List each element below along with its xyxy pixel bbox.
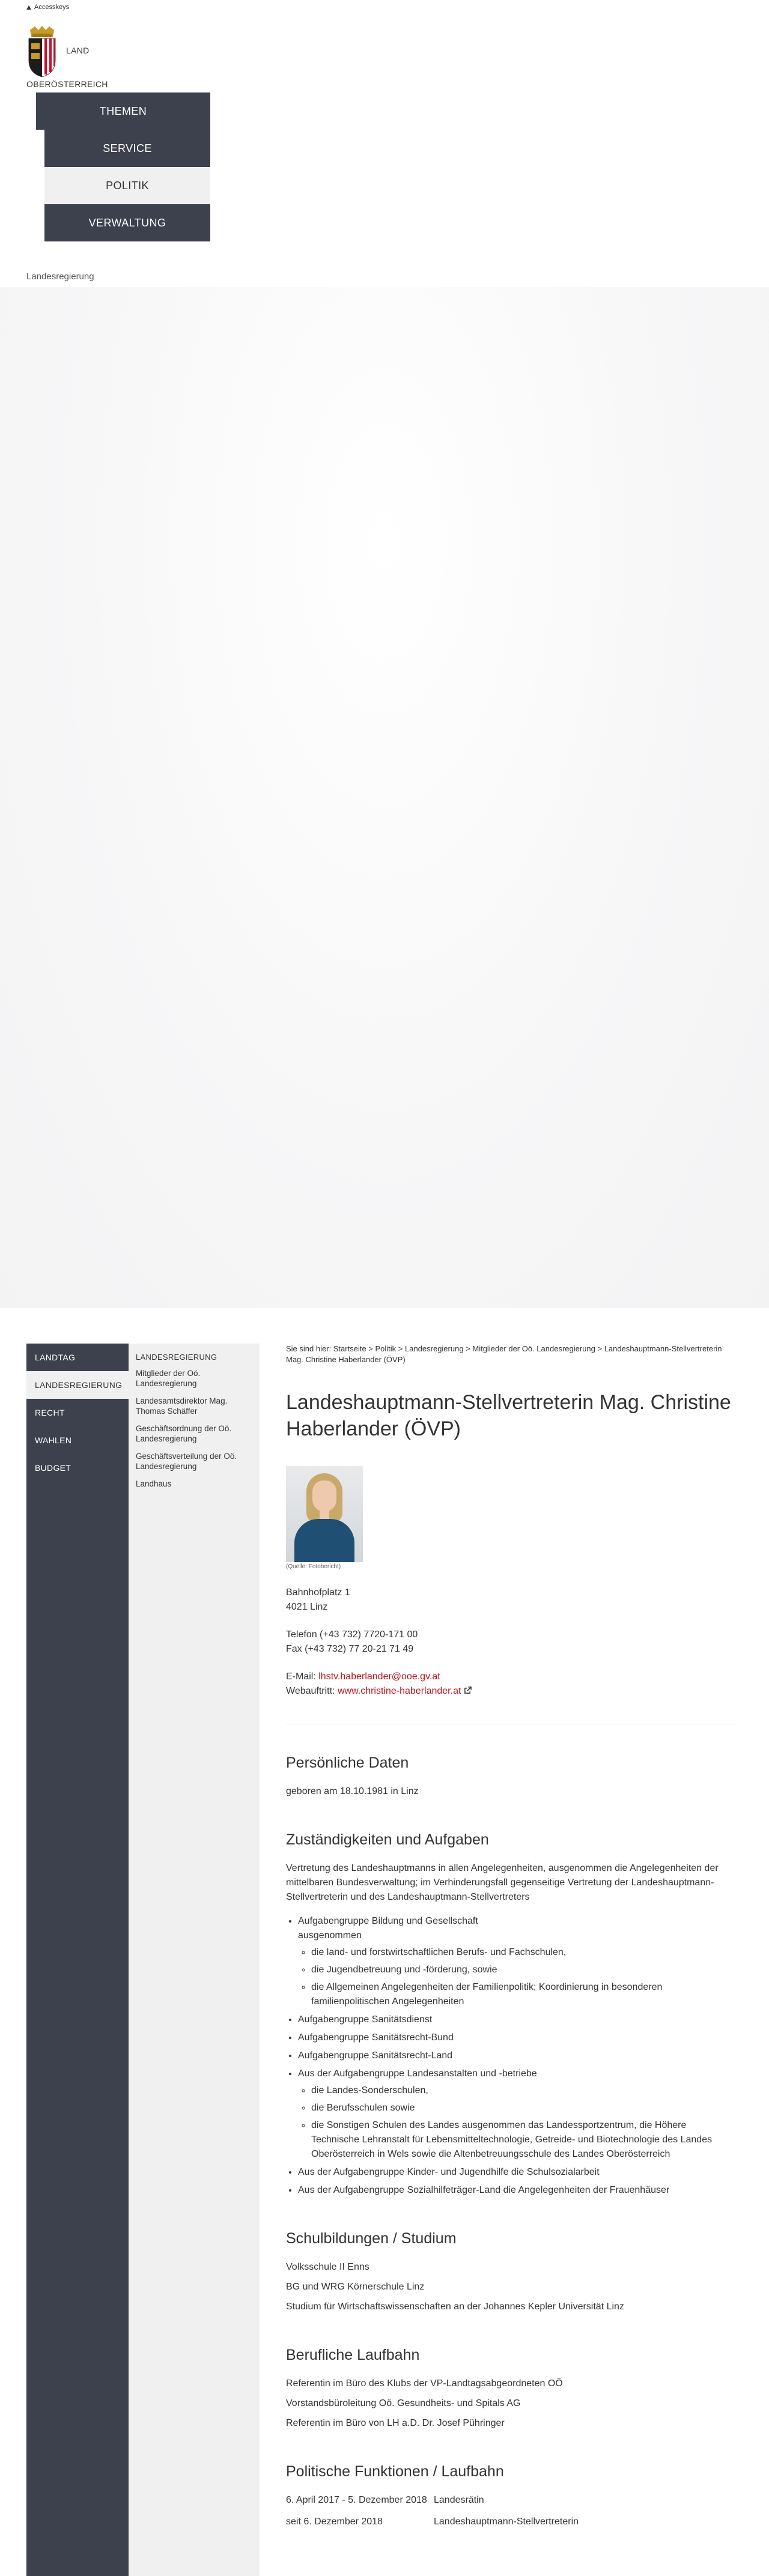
topnav-themen[interactable]: THEMEN: [36, 92, 210, 130]
duties-list: [286, 1914, 737, 2198]
personal-data-section: [286, 1753, 737, 1799]
accesskeys-link[interactable]: Accesskeys: [26, 4, 69, 11]
coat-of-arms-icon: [26, 25, 58, 78]
career-section: [286, 2345, 737, 2431]
hero-image-area: [0, 287, 769, 1308]
list-item: • Aus der Aufgabengruppe Landesanstalten und -betriebe ◦ die Landes-Sonderschulen, ◦ die Berufsschulen sowie ◦ die Sonstigen Schulen des Landes ausgenommen das Landessportzentrum, die Höhere Technische Lehranstalt für Lebensmitteltechnologie, Getreide- und Biotechnologie des Landes Oberösterreich in Wels sowie die Altenbetreuungsschule des Landes Oberösterreich: [298, 2067, 737, 2162]
education-heading: Schulbildungen / Studium: [286, 2230, 457, 2247]
site-logo[interactable]: LAND OBERÖSTERREICH: [26, 25, 117, 91]
photo-credit: (Quelle: Fotobericht): [286, 1563, 341, 1570]
political-heading: Politische Funktionen / Laufbahn: [286, 2463, 504, 2480]
email-label: E-Mail:: [286, 1671, 319, 1682]
education-section: [286, 2229, 737, 2314]
career-heading: Berufliche Laufbahn: [286, 2347, 420, 2363]
subnav-heading[interactable]: LANDESREGIERUNG: [136, 1353, 217, 1362]
email-link[interactable]: lhstv.haberlander@ooe.gv.at: [318, 1671, 440, 1682]
leftnav-landesregierung[interactable]: LANDESREGIERUNG: [26, 1371, 129, 1399]
list-item: • Aufgabengruppe Sanitätsrecht-Bund: [298, 2031, 737, 2045]
leftnav-budget[interactable]: BUDGET: [35, 1463, 71, 1473]
portrait-photo: [286, 1466, 363, 1562]
email-line: [286, 1670, 737, 1684]
list-item: ◦ die Jugendbetreuung und -förderung, sowie: [311, 1963, 737, 1977]
subnav-landesamtsdirektor[interactable]: Landesamtsdirektor Mag. Thomas Schäffer: [136, 1396, 228, 1416]
list-item: ◦ die Sonstigen Schulen des Landes ausgenommen das Landessportzentrum, die Höhere Technische Lehranstalt für Lebensmitteltechnologie, Getreide- und Biotechnologie des Landes Oberösterreich in Wels sowie die Altenbetreuungsschule des Landes Oberösterreich: [311, 2118, 737, 2162]
duties-heading: Zuständigkeiten und Aufgaben: [286, 1831, 489, 1848]
list-item: • Aus der Aufgabengruppe Kinder- und Jugendhilfe die Schulsozialarbeit: [298, 2165, 737, 2180]
duties-section: [286, 1830, 737, 2198]
fax-number: Fax (+43 732) 77 20-21 71 49: [286, 1644, 414, 1654]
page-title: Landeshauptmann-Stellvertreterin Mag. Christine Haberlander (ÖVP): [286, 1391, 731, 1440]
political-section: [286, 2462, 737, 2529]
list-item: Vorstandsbüroleitung Oö. Gesundheits- und Spitals AG: [286, 2398, 521, 2408]
main-content: [286, 1344, 737, 2536]
table-row: [286, 2493, 737, 2508]
external-link-icon[interactable]: [464, 1687, 472, 1694]
section-label: Landesregierung: [26, 271, 94, 282]
address-city: 4021 Linz: [286, 1602, 328, 1612]
duties-intro: Vertretung des Landeshauptmanns in allen Angelegenheiten, ausgenommen die Angelegenheiten der mittelbaren Bundesverwaltung; im Verhinderungsfall gegenseitige Vertretung der Landeshauptmann-Stellvertreterin und des Landeshauptmann-Stellvertreters: [286, 1863, 719, 1902]
topnav-service[interactable]: SERVICE: [44, 130, 210, 167]
table-row: [286, 2515, 737, 2529]
list-item: Referentin im Büro des Klubs der VP-Landtagsabgeordneten OÖ: [286, 2378, 563, 2389]
list-item: BG und WRG Körnerschule Linz: [286, 2282, 425, 2292]
main-navigation: [36, 92, 210, 241]
website-link[interactable]: www.christine-haberlander.at: [337, 1686, 461, 1696]
function-date: seit 6. Dezember 2018: [286, 2517, 383, 2527]
list-item: • Aufgabengruppe Bildung und Gesellschaft ausgenommen ◦ die land- und forstwirtschaftlichen Berufs- und Fachschulen, ◦ die Jugendbetreuung und -förderung, sowie ◦ die Allgemeinen Angelegenheiten der Familienpolitik; Koordinierung in besonderen familienpolitischen Angelegenheiten: [298, 1914, 737, 2009]
list-item: ◦ die Berufsschulen sowie: [311, 2101, 737, 2115]
sub-navigation: [129, 1344, 260, 2576]
subnav-geschaeftsverteilung[interactable]: Geschäftsverteilung der Oö. Landesregierung: [136, 1452, 237, 1471]
list-item: • Aus der Aufgabengruppe Sozialhilfeträger-Land die Angelegenheiten der Frauenhäuser: [298, 2183, 737, 2198]
phone-number: Telefon (+43 732) 7720-171 00: [286, 1629, 418, 1640]
leftnav-landtag[interactable]: LANDTAG: [35, 1353, 76, 1362]
personal-heading: Persönliche Daten: [286, 1754, 409, 1771]
website-line: [286, 1684, 737, 1699]
triangle-up-icon: [26, 5, 31, 10]
website-label: Webauftritt:: [286, 1686, 338, 1696]
list-item: ◦ die Landes-Sonderschulen,: [311, 2084, 737, 2098]
leftnav-wahlen[interactable]: WAHLEN: [35, 1435, 72, 1445]
subnav-geschaeftsordnung[interactable]: Geschäftsordnung der Oö. Landesregierung: [136, 1424, 232, 1443]
function-role: Landeshauptmann-Stellvertreterin: [434, 2517, 579, 2527]
list-item: • Aufgabengruppe Sanitätsdienst: [298, 2013, 737, 2027]
subnav-mitglieder[interactable]: Mitglieder der Oö. Landesregierung: [136, 1369, 201, 1388]
leftnav-recht[interactable]: RECHT: [35, 1408, 65, 1417]
list-item: • Aufgabengruppe Sanitätsrecht-Land: [298, 2049, 737, 2063]
list-item: ◦ die Allgemeinen Angelegenheiten der Familienpolitik; Koordinierung in besonderen familienpolitischen Angelegenheiten: [311, 1980, 737, 2009]
left-navigation: [26, 1344, 129, 2576]
subnav-landhaus[interactable]: Landhaus: [136, 1479, 172, 1488]
list-item: Volksschule II Enns: [286, 2262, 369, 2272]
address-street: Bahnhofplatz 1: [286, 1587, 350, 1598]
topnav-politik[interactable]: POLITIK: [44, 167, 210, 204]
function-date: 6. April 2017 - 5. Dezember 2018: [286, 2495, 427, 2505]
breadcrumb[interactable]: Sie sind hier: Startseite > Politik > Landesregierung > Mitglieder der Oö. Landesregierung > Landeshauptmann-Stellvertreterin Mag. Christine Haberlander (ÖVP): [286, 1344, 722, 1364]
function-role: Landesrätin: [434, 2495, 484, 2505]
birth-info: geboren am 18.10.1981 in Linz: [286, 1786, 419, 1796]
list-item: Referentin im Büro von LH a.D. Dr. Josef Pühringer: [286, 2418, 505, 2428]
topnav-verwaltung[interactable]: VERWALTUNG: [44, 204, 210, 241]
list-item: ◦ die land- und forstwirtschaftlichen Berufs- und Fachschulen,: [311, 1945, 737, 1960]
list-item: Studium für Wirtschaftswissenschaften an der Johannes Kepler Universität Linz: [286, 2302, 624, 2312]
